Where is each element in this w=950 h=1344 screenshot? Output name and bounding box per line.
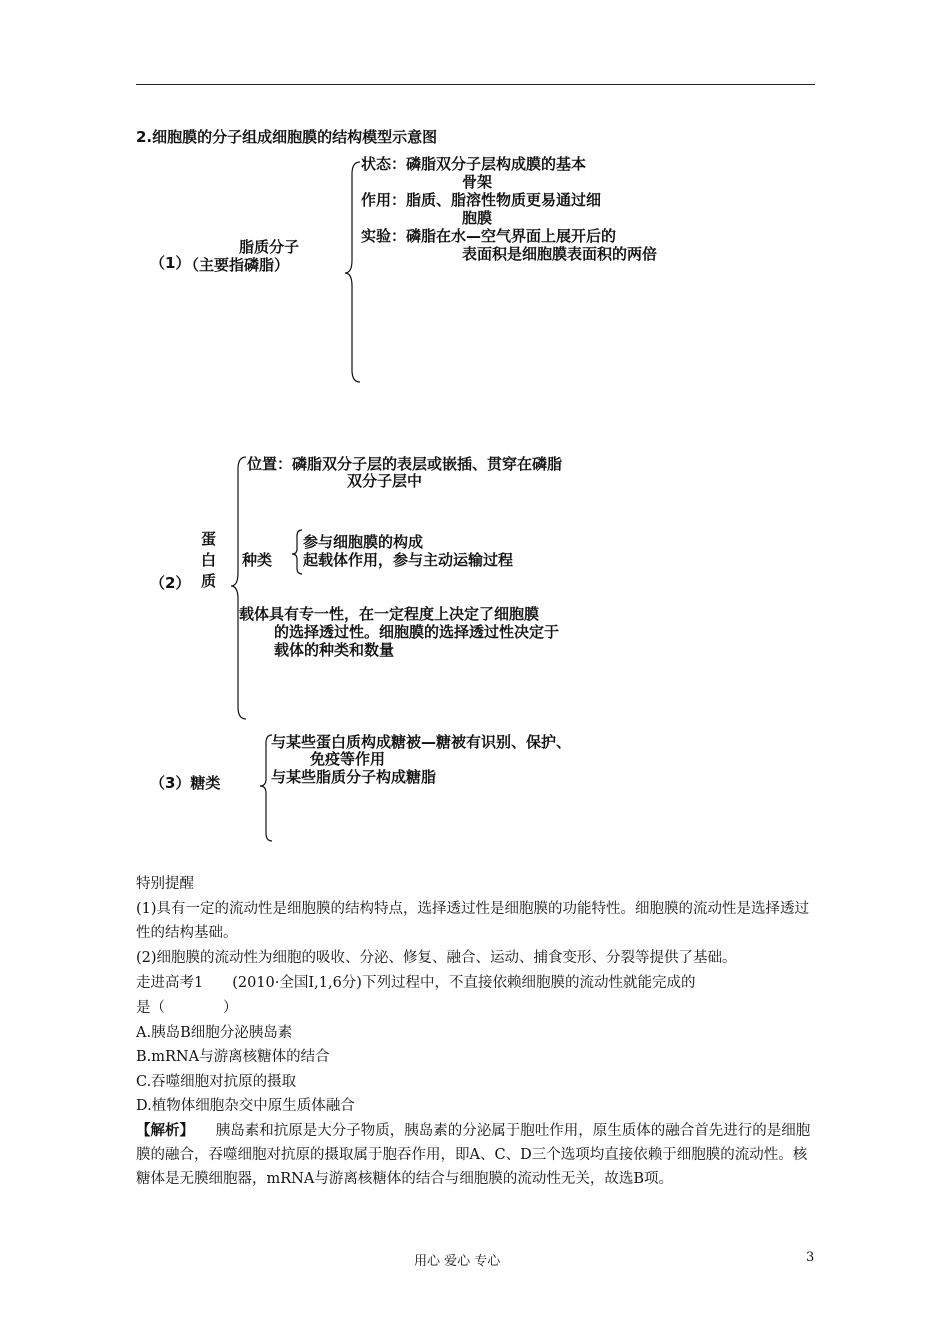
sugar-line2: 免疫等作用 xyxy=(310,750,386,768)
reminder-paragraph-1: (1)具有一定的流动性是细胞膜的结构特点，选择透过性是细胞膜的功能特性。细胞膜的流动性是选择透过性的结构基础。 xyxy=(136,901,810,941)
lipid-effect-line2: 胞膜 xyxy=(462,209,493,227)
protein-carrier-line1: 载体具有专一性，在一定程度上决定了细胞膜 xyxy=(239,605,540,623)
question-stem-line2: 是（ ） xyxy=(136,1000,238,1016)
protein-position-line1: 位置：磷脂双分子层的表层或嵌插、贯穿在磷脂 xyxy=(247,455,563,473)
protein-carrier-line2: 的选择透过性。细胞膜的选择透过性决定于 xyxy=(274,623,560,641)
option-c: C.吞噬细胞对抗原的摄取 xyxy=(136,1074,297,1090)
lipid-number: （1） xyxy=(150,254,191,272)
protein-title-char-2: 白 xyxy=(201,551,217,569)
reminder-title: 特别提醒 xyxy=(136,876,194,892)
page-number: 3 xyxy=(806,1250,815,1265)
protein-number: （2） xyxy=(150,574,191,592)
header-rule xyxy=(136,84,815,85)
protein-title-char-3: 质 xyxy=(201,572,217,590)
analysis xyxy=(136,1119,816,1191)
protein-title-char-1: 蛋 xyxy=(201,530,217,548)
footer-text: 用心 爱心 专心 xyxy=(414,1254,501,1269)
question-stem-line1: 走进高考1 (2010·全国Ⅰ,1,6分)下列过程中，不直接依赖细胞膜的流动性就能完成的 xyxy=(136,975,696,991)
protein-kind-line2: 起载体作用，参与主动运输过程 xyxy=(303,551,514,569)
lipid-experiment-line2: 表面积是细胞膜表面积的两倍 xyxy=(462,245,658,263)
lipid-effect-line1: 作用：脂质、脂溶性物质更易通过细 xyxy=(361,191,602,209)
section-title: 2.细胞膜的分子组成细胞膜的结构模型示意图 xyxy=(136,128,438,146)
option-a: A.胰岛B细胞分泌胰岛素 xyxy=(136,1025,293,1041)
option-d: D.植物体细胞杂交中原生质体融合 xyxy=(136,1098,355,1114)
option-b: B.mRNA与游离核糖体的结合 xyxy=(136,1049,330,1065)
analysis-label: 【解析】 xyxy=(136,1122,187,1139)
analysis-text: 胰岛素和抗原是大分子物质，胰岛素的分泌属于胞吐作用，原生质体的融合首先进行的是细胞膜的融合，吞噬细胞对抗原的摄取属于胞吞作用，即A、C、D三个选项均直接依赖于细胞膜的流动性。核糖体是无膜细胞器，mRNA与游离核糖体的结合与细胞膜的流动性无关，故选B项。 xyxy=(136,1123,811,1187)
sugar-label: （3）糖类 xyxy=(150,774,221,792)
lipid-experiment-line1: 实验：磷脂在水—空气界面上展开后的 xyxy=(361,227,617,245)
protein-brace xyxy=(228,455,250,723)
lipid-subtitle: （主要指磷脂） xyxy=(184,256,290,274)
lipid-state-line1: 状态：磷脂双分子层构成膜的基本 xyxy=(361,155,587,173)
lipid-title: 脂质分子 xyxy=(239,238,300,256)
protein-carrier-line3: 载体的种类和数量 xyxy=(274,641,395,659)
protein-position-line2: 双分子层中 xyxy=(347,472,423,490)
sugar-line1: 与某些蛋白质构成糖被—糖被有识别、保护、 xyxy=(271,733,572,751)
protein-kind-line1: 参与细胞膜的构成 xyxy=(303,533,424,551)
reminder-paragraph-2: (2)细胞膜的流动性为细胞的吸收、分泌、修复、融合、运动、捕食变形、分裂等提供了基础。 xyxy=(136,950,737,966)
lipid-state-line2: 骨架 xyxy=(462,173,493,191)
protein-kind-label: 种类 xyxy=(242,551,273,569)
sugar-line3: 与某些脂质分子构成糖脂 xyxy=(271,768,437,786)
